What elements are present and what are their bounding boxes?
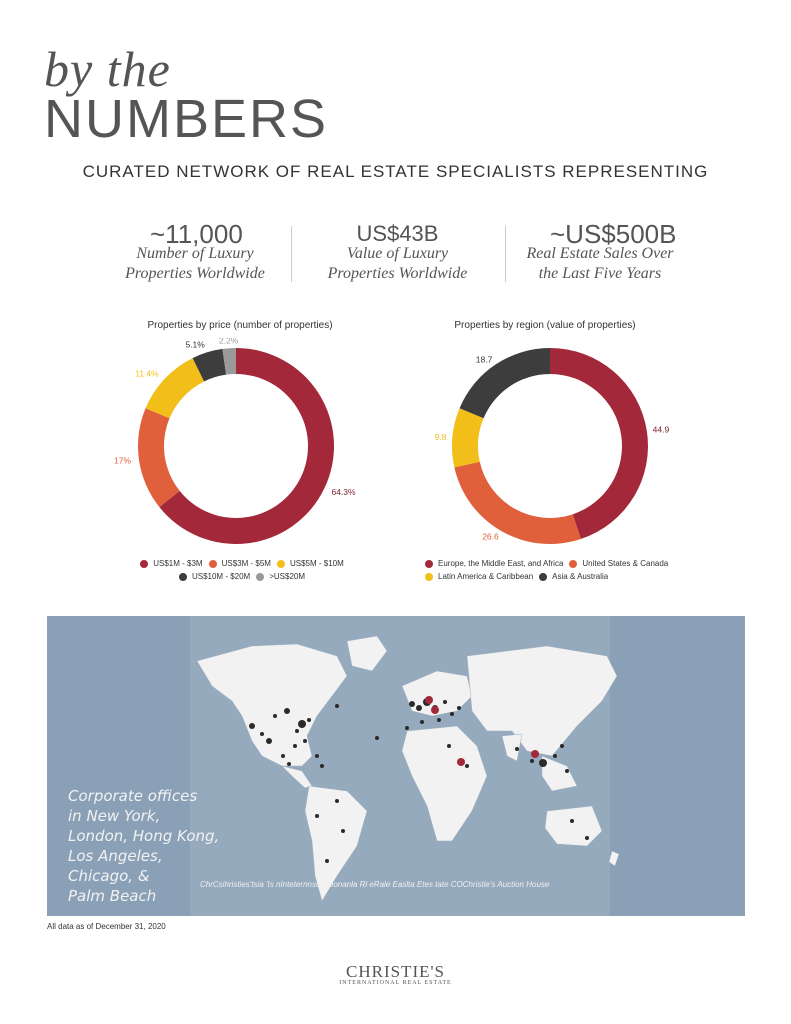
footnote: All data as of December 31, 2020	[47, 922, 166, 931]
office-marker	[281, 754, 285, 758]
legend-item	[569, 559, 668, 568]
legend-item	[179, 572, 250, 581]
stat-label-line2: Properties Worldwide	[125, 265, 265, 282]
hq-marker	[425, 696, 433, 704]
donut-data-label: 18.7	[475, 354, 493, 365]
donut-data-label: 11.4%	[135, 368, 159, 379]
office-marker	[515, 747, 519, 751]
donut-slice	[454, 462, 581, 544]
legend-region	[425, 559, 685, 585]
stat-properties-value	[315, 220, 480, 282]
hq-marker	[531, 750, 539, 758]
stat-value: ~11,000	[150, 219, 243, 249]
office-marker	[249, 723, 255, 729]
office-marker	[565, 769, 569, 773]
stat-label	[110, 244, 280, 284]
donut-chart-region	[430, 338, 690, 550]
map-caption-line: Corporate offices	[68, 787, 198, 805]
legend-swatch	[539, 573, 547, 581]
office-marker	[303, 739, 307, 743]
chart-title-region: Properties by region (value of properties)	[454, 320, 636, 331]
office-marker	[341, 829, 345, 833]
office-marker	[457, 706, 461, 710]
legend-item	[277, 559, 344, 568]
legend-label: United States & Canada	[582, 559, 669, 568]
office-marker	[315, 754, 319, 758]
office-marker	[570, 819, 574, 823]
office-marker	[266, 738, 272, 744]
legend-label: Latin America & Caribbean	[438, 572, 534, 581]
office-marker	[437, 718, 441, 722]
legend-item	[425, 572, 533, 581]
stat-label	[315, 244, 480, 284]
legend-label: US$5M - $10M	[289, 559, 344, 568]
legend-label: Asia & Australia	[552, 572, 609, 581]
legend-label: Europe, the Middle East, and Africa	[438, 559, 564, 568]
donut-data-label: 5.1%	[185, 339, 205, 350]
stat-label-line2: Properties Worldwide	[327, 265, 468, 282]
header-line1: by the	[44, 41, 171, 97]
office-marker	[416, 705, 422, 711]
subtitle: CURATED NETWORK OF REAL ESTATE SPECIALISTS REPRESENTING	[82, 162, 709, 181]
donut-data-label: 2.2%	[218, 338, 239, 346]
map-caption-line: London, Hong Kong,	[68, 827, 220, 845]
office-marker	[530, 759, 534, 763]
chart-title-price: Properties by price (number of properties)	[147, 320, 333, 331]
donut-chart-price	[100, 338, 360, 550]
stat-label-line1: Value of Luxury	[346, 245, 449, 262]
legend-swatch	[569, 560, 577, 568]
map-caption-line: Chicago, &	[68, 867, 150, 885]
office-marker	[335, 799, 339, 803]
office-marker	[315, 814, 319, 818]
donut-slice	[138, 408, 180, 507]
office-marker	[447, 744, 451, 748]
legend-swatch	[256, 573, 264, 581]
stat-properties-count	[110, 219, 280, 282]
office-marker	[375, 736, 379, 740]
legend-item	[256, 572, 305, 581]
office-marker	[273, 714, 277, 718]
legend-label: US$3M - $5M	[221, 559, 271, 568]
office-marker	[443, 700, 447, 704]
legend-item	[140, 559, 202, 568]
office-marker	[295, 729, 299, 733]
stat-value: ~US$500B	[550, 219, 677, 249]
stat-label	[520, 244, 680, 284]
office-marker	[293, 744, 297, 748]
legend-item	[539, 572, 608, 581]
office-marker	[450, 712, 454, 716]
office-marker	[260, 732, 264, 736]
office-marker	[553, 754, 557, 758]
christies-logo	[0, 962, 791, 986]
office-marker	[320, 764, 324, 768]
legend-label: US$10M - $20M	[191, 572, 251, 581]
donut-slice	[460, 348, 550, 418]
office-marker	[405, 726, 409, 730]
office-marker	[539, 759, 547, 767]
legend-label: US$1M - $3M	[153, 559, 203, 568]
office-marker	[560, 744, 564, 748]
legend-price	[130, 559, 360, 585]
donut-slice	[146, 358, 205, 418]
office-marker	[420, 720, 424, 724]
legend-label: >US$20M	[269, 572, 306, 581]
office-marker	[298, 720, 306, 728]
logo-main: CHRISTIE'S	[345, 962, 446, 981]
legend-swatch	[277, 560, 285, 568]
stat-label-line2: the Last Five Years	[538, 265, 662, 282]
hq-marker	[457, 758, 465, 766]
legend-item	[209, 559, 271, 568]
legend-swatch	[140, 560, 148, 568]
office-marker	[325, 859, 329, 863]
stat-label-line1: Number of Luxury	[136, 245, 254, 262]
stat-divider	[291, 226, 292, 282]
hq-marker	[431, 706, 439, 714]
donut-data-label: 9.8	[434, 431, 447, 442]
new-zealand-shape	[609, 851, 619, 866]
donut-slice	[550, 348, 648, 539]
stat-sales	[520, 219, 680, 282]
donut-data-label: 44.9	[652, 424, 670, 435]
legend-swatch	[209, 560, 217, 568]
map-caption-line: Palm Beach	[68, 887, 157, 905]
stat-label-line1: Real Estate Sales Over	[526, 245, 674, 262]
office-marker	[335, 704, 339, 708]
legend-swatch	[179, 573, 187, 581]
donut-slice	[452, 408, 484, 467]
legend-item	[425, 559, 563, 568]
office-marker	[284, 708, 290, 714]
legend-swatch	[425, 560, 433, 568]
logo-sub: INTERNATIONAL REAL ESTATE	[339, 980, 452, 986]
stat-divider	[505, 226, 506, 282]
legend-swatch	[425, 573, 433, 581]
header-line2: NUMBERS	[44, 89, 329, 149]
donut-data-label: 17%	[113, 455, 132, 466]
stat-value: US$43B	[356, 221, 439, 246]
map-overlay-text: ChrCsihristies'tsia 'Is nInteternnsoatloonanla Rl eRale Easlta Etes tate COChristie's Auction House	[200, 880, 550, 889]
map-caption-line: in New York,	[68, 807, 161, 825]
map-caption-line: Los Angeles,	[68, 847, 163, 865]
donut-data-label: 26.6	[482, 531, 499, 542]
office-marker	[465, 764, 469, 768]
office-marker	[287, 762, 291, 766]
donut-data-label: 64.3%	[331, 487, 356, 498]
office-marker	[409, 701, 415, 707]
office-marker	[307, 718, 311, 722]
office-marker	[585, 836, 589, 840]
